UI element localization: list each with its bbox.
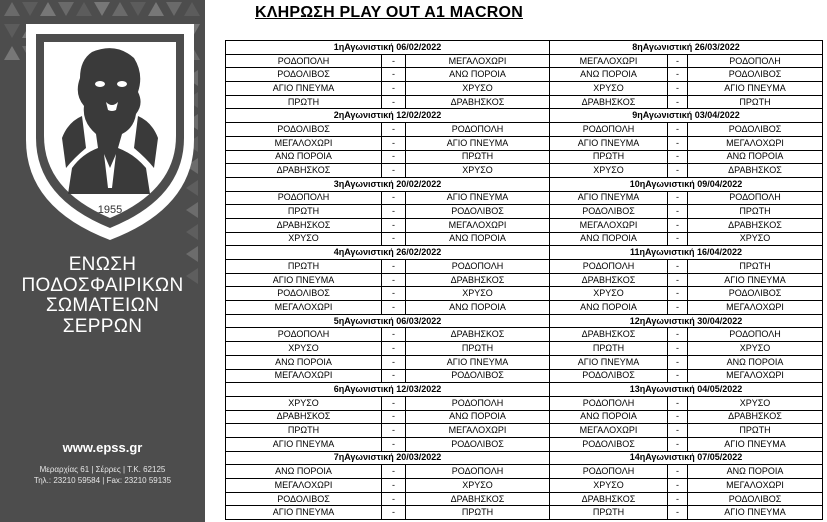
match-separator: - (382, 369, 406, 383)
home-team: ΔΡΑΒΗΣΚΟΣ (226, 218, 382, 232)
away-team: ΑΓΙΟ ΠΝΕΥΜΑ (406, 136, 550, 150)
away-team: ΡΟΔΟΠΟΛΗ (406, 260, 550, 274)
match-separator: - (668, 437, 688, 451)
triangle-decoration (94, 2, 110, 16)
match-separator: - (668, 82, 688, 96)
round-header: 5ηΑγωνιστική 06/03/2022 (226, 314, 550, 328)
away-team: ΑΝΩ ΠΟΡΟΙΑ (406, 232, 550, 246)
home-team: ΡΟΔΟΛΙΒΟΣ (550, 369, 668, 383)
away-team: ΑΝΩ ΠΟΡΟΙΑ (406, 410, 550, 424)
match-separator: - (668, 355, 688, 369)
round-header-row (226, 451, 823, 465)
away-team: ΡΟΔΟΠΟΛΗ (406, 465, 550, 479)
shield-crest-icon (22, 18, 198, 244)
home-team: ΑΝΩ ΠΟΡΟΙΑ (226, 465, 382, 479)
match-separator: - (668, 410, 688, 424)
match-separator: - (668, 369, 688, 383)
match-separator: - (668, 232, 688, 246)
sidebar-panel (0, 0, 205, 522)
triangle-decoration (130, 2, 146, 16)
match-row (226, 287, 823, 301)
home-team: ΑΓΙΟ ΠΝΕΥΜΑ (550, 136, 668, 150)
match-separator: - (382, 328, 406, 342)
triangle-decoration (22, 2, 38, 16)
away-team: ΜΕΓΑΛΟΧΩΡΙ (406, 218, 550, 232)
home-team: ΧΡΥΣΟ (550, 287, 668, 301)
home-team: ΡΟΔΟΛΙΒΟΣ (226, 123, 382, 137)
away-team: ΡΟΔΟΛΙΒΟΣ (406, 437, 550, 451)
match-separator: - (668, 328, 688, 342)
match-row (226, 123, 823, 137)
home-team: ΜΕΓΑΛΟΧΩΡΙ (550, 218, 668, 232)
match-row (226, 506, 823, 520)
away-team: ΑΝΩ ΠΟΡΟΙΑ (688, 355, 823, 369)
away-team: ΠΡΩΤΗ (688, 424, 823, 438)
away-team: ΔΡΑΒΗΣΚΟΣ (688, 410, 823, 424)
home-team: ΜΕΓΑΛΟΧΩΡΙ (226, 301, 382, 315)
home-team: ΔΡΑΒΗΣΚΟΣ (550, 95, 668, 109)
round-header: 7ηΑγωνιστική 20/03/2022 (226, 451, 550, 465)
match-separator: - (382, 95, 406, 109)
away-team: ΜΕΓΑΛΟΧΩΡΙ (406, 424, 550, 438)
match-separator: - (668, 273, 688, 287)
away-team: ΧΡΥΣΟ (688, 232, 823, 246)
away-team: ΡΟΔΟΛΙΒΟΣ (406, 205, 550, 219)
away-team: ΡΟΔΟΠΟΛΗ (688, 328, 823, 342)
round-header: 13ηΑγωνιστική 04/05/2022 (550, 383, 823, 397)
match-row (226, 328, 823, 342)
match-separator: - (382, 506, 406, 520)
match-separator: - (382, 232, 406, 246)
match-separator: - (668, 68, 688, 82)
home-team: ΡΟΔΟΛΙΒΟΣ (226, 68, 382, 82)
match-separator: - (382, 205, 406, 219)
away-team: ΠΡΩΤΗ (406, 342, 550, 356)
away-team: ΧΡΥΣΟ (688, 396, 823, 410)
home-team: ΑΓΙΟ ΠΝΕΥΜΑ (550, 191, 668, 205)
match-separator: - (382, 136, 406, 150)
match-separator: - (668, 396, 688, 410)
home-team: ΠΡΩΤΗ (550, 342, 668, 356)
match-row (226, 232, 823, 246)
home-team: ΑΝΩ ΠΟΡΟΙΑ (550, 232, 668, 246)
match-separator: - (668, 123, 688, 137)
home-team: ΠΡΩΤΗ (226, 260, 382, 274)
match-row (226, 218, 823, 232)
home-team: ΔΡΑΒΗΣΚΟΣ (550, 328, 668, 342)
crest-year: 1955 (97, 204, 123, 216)
match-separator: - (668, 164, 688, 178)
home-team: ΑΓΙΟ ΠΝΕΥΜΑ (550, 355, 668, 369)
match-row (226, 369, 823, 383)
away-team: ΑΓΙΟ ΠΝΕΥΜΑ (688, 437, 823, 451)
away-team: ΜΕΓΑΛΟΧΩΡΙ (688, 136, 823, 150)
home-team: ΡΟΔΟΛΙΒΟΣ (550, 205, 668, 219)
away-team: ΧΡΥΣΟ (688, 342, 823, 356)
away-team: ΡΟΔΟΛΙΒΟΣ (688, 68, 823, 82)
triangle-decoration (4, 24, 20, 38)
away-team: ΧΡΥΣΟ (406, 479, 550, 493)
match-row (226, 95, 823, 109)
org-line: ΕΝΩΣΗ (68, 254, 137, 275)
match-separator: - (382, 355, 406, 369)
away-team: ΠΡΩΤΗ (406, 150, 550, 164)
match-separator: - (382, 424, 406, 438)
triangle-decoration (184, 2, 200, 16)
round-header: 8ηΑγωνιστική 26/03/2022 (550, 41, 823, 55)
away-team: ΑΓΙΟ ΠΝΕΥΜΑ (406, 355, 550, 369)
away-team: ΧΡΥΣΟ (406, 82, 550, 96)
match-separator: - (668, 191, 688, 205)
match-separator: - (382, 82, 406, 96)
away-team: ΠΡΩΤΗ (688, 260, 823, 274)
match-row (226, 54, 823, 68)
home-team: ΑΝΩ ΠΟΡΟΙΑ (226, 150, 382, 164)
match-separator: - (382, 191, 406, 205)
match-row (226, 260, 823, 274)
match-row (226, 82, 823, 96)
home-team: ΜΕΓΑΛΟΧΩΡΙ (226, 479, 382, 493)
home-team: ΠΡΩΤΗ (226, 95, 382, 109)
triangle-decoration (76, 2, 92, 16)
match-separator: - (382, 410, 406, 424)
match-separator: - (382, 260, 406, 274)
home-team: ΠΡΩΤΗ (550, 150, 668, 164)
website-link[interactable]: www.epss.gr (62, 440, 143, 455)
home-team: ΧΡΥΣΟ (226, 232, 382, 246)
away-team: ΡΟΔΟΛΙΒΟΣ (688, 492, 823, 506)
match-separator: - (668, 218, 688, 232)
home-team: ΠΡΩΤΗ (550, 506, 668, 520)
home-team: ΑΝΩ ΠΟΡΟΙΑ (550, 410, 668, 424)
home-team: ΑΓΙΟ ΠΝΕΥΜΑ (226, 273, 382, 287)
match-separator: - (668, 479, 688, 493)
match-separator: - (668, 205, 688, 219)
home-team: ΔΡΑΒΗΣΚΟΣ (226, 164, 382, 178)
match-row (226, 205, 823, 219)
away-team: ΡΟΔΟΠΟΛΗ (406, 396, 550, 410)
away-team: ΠΡΩΤΗ (406, 506, 550, 520)
away-team: ΠΡΩΤΗ (688, 205, 823, 219)
match-separator: - (382, 54, 406, 68)
match-row (226, 424, 823, 438)
home-team: ΔΡΑΒΗΣΚΟΣ (550, 492, 668, 506)
home-team: ΡΟΔΟΛΙΒΟΣ (550, 437, 668, 451)
match-separator: - (668, 54, 688, 68)
home-team: ΜΕΓΑΛΟΧΩΡΙ (226, 136, 382, 150)
away-team: ΔΡΑΒΗΣΚΟΣ (406, 273, 550, 287)
match-row (226, 410, 823, 424)
home-team: ΧΡΥΣΟ (550, 82, 668, 96)
round-header: 11ηΑγωνιστική 16/04/2022 (550, 246, 823, 260)
home-team: ΑΝΩ ΠΟΡΟΙΑ (550, 301, 668, 315)
match-row (226, 164, 823, 178)
triangle-decoration (148, 2, 164, 16)
away-team: ΔΡΑΒΗΣΚΟΣ (406, 328, 550, 342)
home-team: ΧΡΥΣΟ (550, 164, 668, 178)
match-separator: - (382, 150, 406, 164)
triangle-decoration (4, 46, 20, 60)
match-separator: - (382, 287, 406, 301)
home-team: ΧΡΥΣΟ (550, 479, 668, 493)
round-header-row (226, 109, 823, 123)
match-separator: - (382, 218, 406, 232)
match-row (226, 191, 823, 205)
home-team: ΑΓΙΟ ΠΝΕΥΜΑ (226, 82, 382, 96)
match-separator: - (382, 492, 406, 506)
org-line: ΣΩΜΑΤΕΙΩΝ (45, 295, 160, 316)
away-team: ΡΟΔΟΛΙΒΟΣ (688, 287, 823, 301)
match-separator: - (668, 492, 688, 506)
home-team: ΡΟΔΟΛΙΒΟΣ (226, 492, 382, 506)
triangle-decoration (166, 2, 182, 16)
round-header: 4ηΑγωνιστική 26/02/2022 (226, 246, 550, 260)
fixtures-table (225, 40, 823, 520)
page-title: ΚΛΗΡΩΣΗ PLAY OUT A1 MACRON (255, 4, 523, 21)
triangle-decoration (40, 2, 56, 16)
away-team: ΡΟΔΟΛΙΒΟΣ (406, 369, 550, 383)
org-name (0, 255, 205, 337)
home-team: ΡΟΔΟΛΙΒΟΣ (226, 287, 382, 301)
match-separator: - (382, 123, 406, 137)
home-team: ΑΓΙΟ ΠΝΕΥΜΑ (226, 506, 382, 520)
match-row (226, 355, 823, 369)
match-row (226, 136, 823, 150)
home-team: ΑΝΩ ΠΟΡΟΙΑ (550, 68, 668, 82)
away-team: ΑΓΙΟ ΠΝΕΥΜΑ (406, 191, 550, 205)
home-team: ΡΟΔΟΠΟΛΗ (550, 123, 668, 137)
round-header-row (226, 314, 823, 328)
match-separator: - (668, 150, 688, 164)
round-header-row (226, 177, 823, 191)
match-separator: - (668, 287, 688, 301)
home-team: ΧΡΥΣΟ (226, 396, 382, 410)
match-row (226, 437, 823, 451)
away-team: ΑΝΩ ΠΟΡΟΙΑ (688, 150, 823, 164)
round-header: 12ηΑγωνιστική 30/04/2022 (550, 314, 823, 328)
match-separator: - (382, 273, 406, 287)
away-team: ΜΕΓΑΛΟΧΩΡΙ (688, 479, 823, 493)
home-team: ΜΕΓΑΛΟΧΩΡΙ (550, 424, 668, 438)
match-separator: - (382, 437, 406, 451)
away-team: ΡΟΔΟΠΟΛΗ (406, 123, 550, 137)
home-team: ΡΟΔΟΠΟΛΗ (226, 328, 382, 342)
phone-fax-text: Τηλ.: 23210 59584 | Fax: 23210 59135 (33, 476, 172, 485)
home-team: ΜΕΓΑΛΟΧΩΡΙ (550, 54, 668, 68)
match-row (226, 465, 823, 479)
org-line: ΠΟΔΟΣΦΑΙΡΙΚΩΝ (21, 274, 184, 296)
round-header: 3ηΑγωνιστική 20/02/2022 (226, 177, 550, 191)
away-team: ΔΡΑΒΗΣΚΟΣ (688, 164, 823, 178)
away-team: ΑΓΙΟ ΠΝΕΥΜΑ (688, 273, 823, 287)
home-team: ΡΟΔΟΠΟΛΗ (550, 260, 668, 274)
away-team: ΠΡΩΤΗ (688, 95, 823, 109)
match-separator: - (668, 342, 688, 356)
match-row (226, 479, 823, 493)
home-team: ΡΟΔΟΠΟΛΗ (550, 396, 668, 410)
home-team: ΠΡΩΤΗ (226, 424, 382, 438)
match-row (226, 342, 823, 356)
match-separator: - (668, 465, 688, 479)
round-header-row (226, 246, 823, 260)
away-team: ΑΓΙΟ ΠΝΕΥΜΑ (688, 82, 823, 96)
away-team: ΧΡΥΣΟ (406, 287, 550, 301)
away-team: ΑΝΩ ΠΟΡΟΙΑ (406, 68, 550, 82)
match-separator: - (382, 68, 406, 82)
home-team: ΡΟΔΟΠΟΛΗ (226, 191, 382, 205)
round-header-row (226, 41, 823, 55)
home-team: ΠΡΩΤΗ (226, 205, 382, 219)
away-team: ΔΡΑΒΗΣΚΟΣ (688, 218, 823, 232)
away-team: ΜΕΓΑΛΟΧΩΡΙ (688, 369, 823, 383)
match-separator: - (382, 342, 406, 356)
triangle-decoration (112, 2, 128, 16)
round-header: 14ηΑγωνιστική 07/05/2022 (550, 451, 823, 465)
match-separator: - (668, 301, 688, 315)
round-header: 9ηΑγωνιστική 03/04/2022 (550, 109, 823, 123)
away-team: ΑΓΙΟ ΠΝΕΥΜΑ (688, 506, 823, 520)
contact-info (0, 464, 205, 486)
home-team: ΧΡΥΣΟ (226, 342, 382, 356)
away-team: ΑΝΩ ΠΟΡΟΙΑ (688, 465, 823, 479)
match-row (226, 273, 823, 287)
away-team: ΔΡΑΒΗΣΚΟΣ (406, 492, 550, 506)
triangle-decoration (58, 2, 74, 16)
match-row (226, 301, 823, 315)
home-team: ΜΕΓΑΛΟΧΩΡΙ (226, 369, 382, 383)
match-separator: - (382, 301, 406, 315)
triangle-decoration (4, 2, 20, 16)
match-separator: - (382, 479, 406, 493)
round-header: 6ηΑγωνιστική 12/03/2022 (226, 383, 550, 397)
match-separator: - (668, 260, 688, 274)
match-separator: - (668, 95, 688, 109)
home-team: ΡΟΔΟΠΟΛΗ (550, 465, 668, 479)
address-text: Μεραρχίας 61 | Σέρρες | Τ.Κ. 62125 (39, 465, 166, 474)
match-separator: - (668, 136, 688, 150)
match-row (226, 150, 823, 164)
round-header: 1ηΑγωνιστική 06/02/2022 (226, 41, 550, 55)
away-team: ΑΝΩ ΠΟΡΟΙΑ (406, 301, 550, 315)
match-separator: - (382, 164, 406, 178)
round-header: 10ηΑγωνιστική 09/04/2022 (550, 177, 823, 191)
match-separator: - (382, 396, 406, 410)
away-team: ΧΡΥΣΟ (406, 164, 550, 178)
match-separator: - (668, 424, 688, 438)
round-header-row (226, 383, 823, 397)
home-team: ΑΝΩ ΠΟΡΟΙΑ (226, 355, 382, 369)
match-separator: - (382, 465, 406, 479)
home-team: ΔΡΑΒΗΣΚΟΣ (550, 273, 668, 287)
match-row (226, 396, 823, 410)
match-row (226, 68, 823, 82)
match-row (226, 492, 823, 506)
away-team: ΡΟΔΟΛΙΒΟΣ (688, 123, 823, 137)
round-header: 2ηΑγωνιστική 12/02/2022 (226, 109, 550, 123)
away-team: ΔΡΑΒΗΣΚΟΣ (406, 95, 550, 109)
away-team: ΜΕΓΑΛΟΧΩΡΙ (406, 54, 550, 68)
home-team: ΑΓΙΟ ΠΝΕΥΜΑ (226, 437, 382, 451)
away-team: ΡΟΔΟΠΟΛΗ (688, 54, 823, 68)
home-team: ΔΡΑΒΗΣΚΟΣ (226, 410, 382, 424)
home-team: ΡΟΔΟΠΟΛΗ (226, 54, 382, 68)
org-line: ΣΕΡΡΩΝ (62, 315, 143, 337)
away-team: ΜΕΓΑΛΟΧΩΡΙ (688, 301, 823, 315)
match-separator: - (668, 506, 688, 520)
away-team: ΡΟΔΟΠΟΛΗ (688, 191, 823, 205)
